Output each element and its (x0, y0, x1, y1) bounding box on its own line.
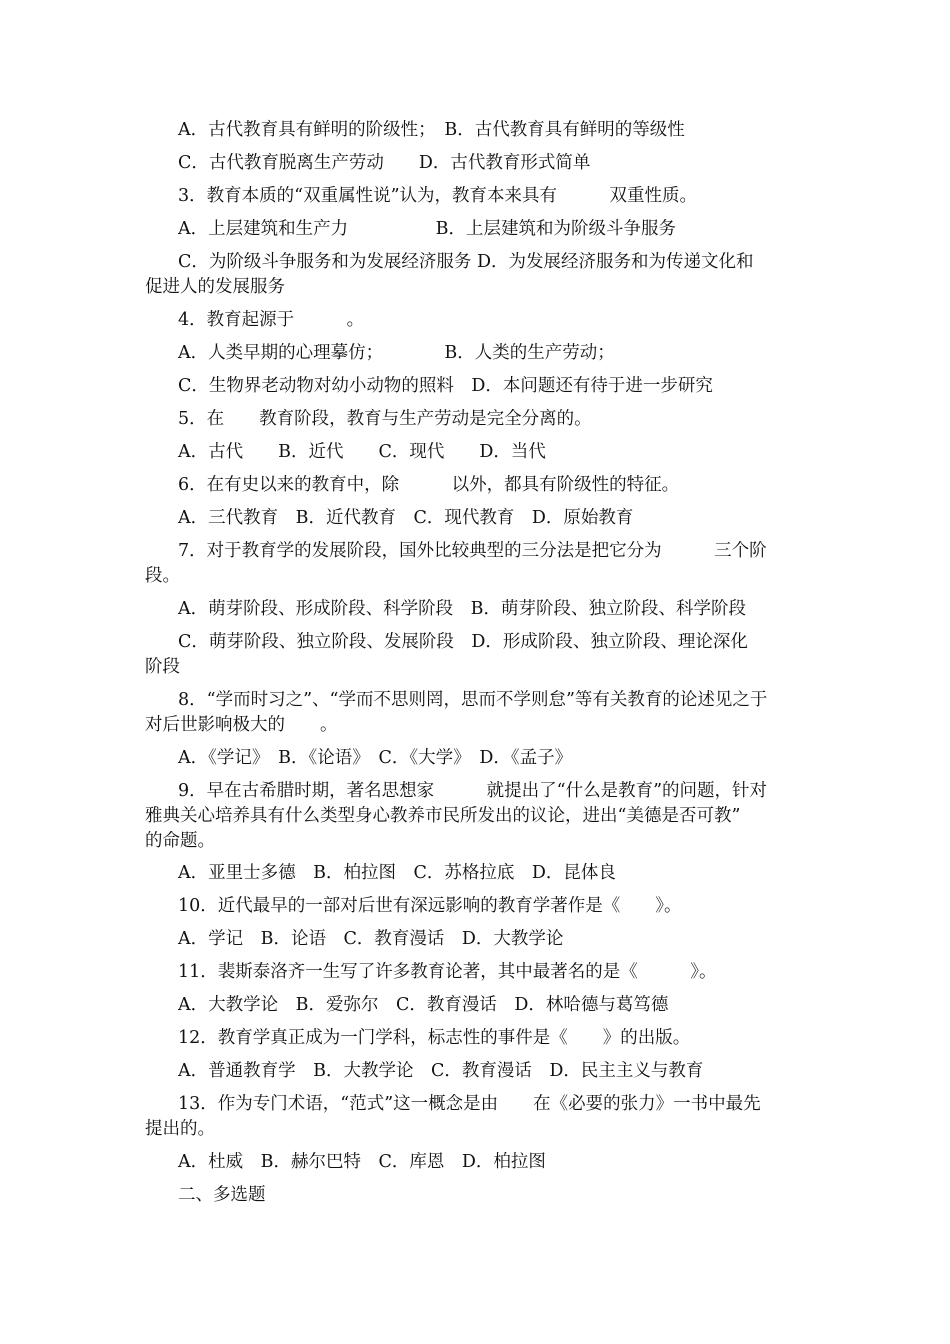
option-line: C．萌芽阶段、独立阶段、发展阶段 D．形成阶段、独立阶段、理论深化 (178, 632, 748, 652)
question-5: 5．在 教育阶段，教育与生产劳动是完全分离的。 (178, 409, 592, 429)
question-12: 12．教育学真正成为一门学科，标志性的事件是《 》的出版。 (178, 1028, 691, 1048)
question-9-continued: 雅典关心培养具有什么类型身心教养市民所发出的议论，进出“美德是否可教” (145, 806, 741, 826)
option-line: A．萌芽阶段、形成阶段、科学阶段 B．萌芽阶段、独立阶段、科学阶段 (178, 599, 746, 619)
option-line: C．生物界老动物对幼小动物的照料 D．本问题还有待于进一步研究 (178, 376, 713, 396)
option-line: A．古代教育具有鲜明的阶级性； B．古代教育具有鲜明的等级性 (178, 120, 685, 140)
question-9: 9．早在古希腊时期，著名思想家 就提出了“什么是教育”的问题，针对 (178, 781, 768, 801)
section-heading: 二、多选题 (178, 1185, 266, 1205)
question-8: 8．“学而时习之”、“学而不思则罔，思而不学则怠”等有关教育的论述见之于 (178, 690, 768, 710)
option-line: A．人类早期的心理摹仿； B．人类的生产劳动； (178, 343, 615, 363)
option-line: C．古代教育脱离生产劳动 D．古代教育形式简单 (178, 153, 591, 173)
option-line: A．古代 B．近代 C．现代 D．当代 (178, 442, 546, 462)
question-7: 7．对于教育学的发展阶段，国外比较典型的三分法是把它分为 三个阶 (178, 541, 767, 561)
question-6: 6．在有史以来的教育中，除 以外，都具有阶级性的特征。 (178, 475, 680, 495)
option-line: C．为阶级斗争服务和为发展经济服务 D．为发展经济服务和为传递文化和 (178, 252, 754, 272)
option-line-continued: 阶段 (145, 657, 180, 677)
option-line: A．普通教育学 B．大教学论 C．教育漫话 D．民主主义与教育 (178, 1061, 704, 1081)
question-10: 10．近代最早的一部对后世有深远影响的教育学著作是《 》。 (178, 896, 682, 916)
option-line: A．上层建筑和生产力 B．上层建筑和为阶级斗争服务 (178, 219, 676, 239)
option-line: A．学记 B．论语 C．教育漫话 D．大教学论 (178, 929, 564, 949)
question-3: 3．教育本质的“双重属性说”认为，教育本来具有 双重性质。 (178, 186, 698, 206)
question-11: 11．裴斯泰洛齐一生写了许多教育论著，其中最著名的是《 》。 (178, 962, 717, 982)
question-9-continued: 的命题。 (145, 831, 215, 851)
option-line: A．大教学论 B．爱弥尔 C．教育漫话 D．林哈德与葛笃德 (178, 995, 669, 1015)
question-13-continued: 提出的。 (145, 1119, 215, 1139)
question-4: 4．教育起源于 。 (178, 310, 365, 330)
option-line-continued: 促进人的发展服务 (145, 277, 285, 297)
option-line: A．《学记》 B．《论语》 C．《大学》 D．《孟子》 (178, 748, 573, 768)
option-line: A．亚里士多德 B．柏拉图 C．苏格拉底 D．昆体良 (178, 863, 616, 883)
question-8-continued: 对后世影响极大的 。 (145, 715, 338, 735)
question-7-continued: 段。 (145, 566, 180, 586)
question-13: 13．作为专门术语，“范式”这一概念是由 在《必要的张力》一书中最先 (178, 1094, 761, 1114)
option-line: A．三代教育 B．近代教育 C．现代教育 D．原始教育 (178, 508, 634, 528)
option-line: A．杜威 B．赫尔巴特 C．库恩 D．柏拉图 (178, 1152, 546, 1172)
